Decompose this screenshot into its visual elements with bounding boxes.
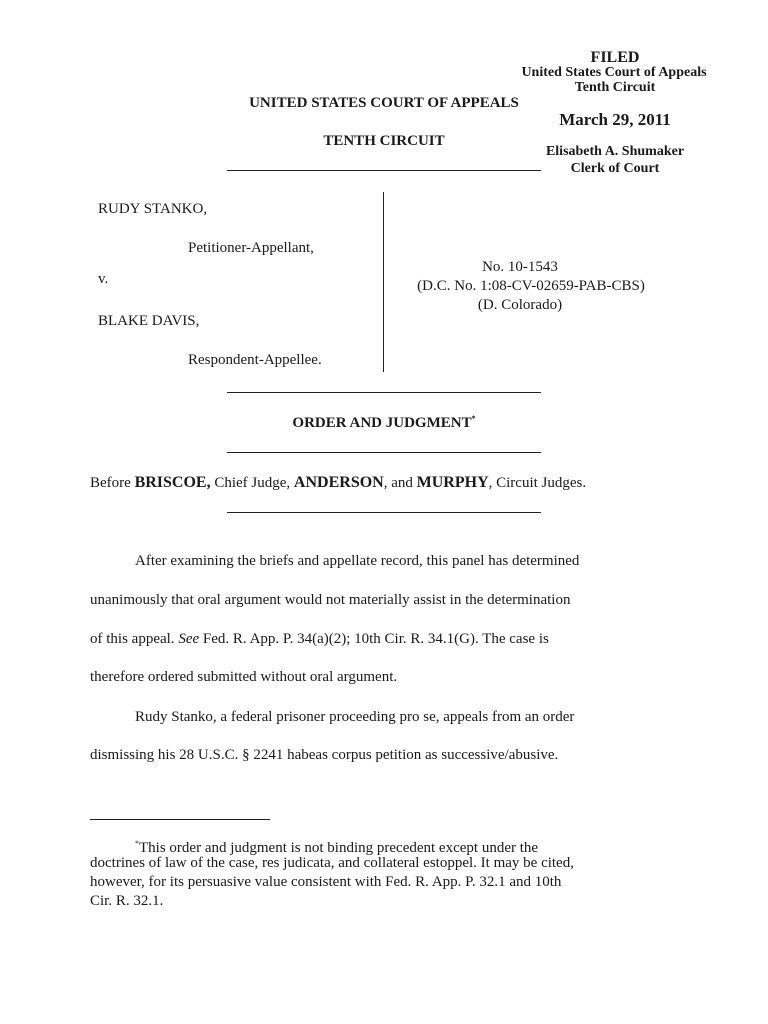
court-heading: UNITED STATES COURT OF APPEALS bbox=[249, 95, 519, 111]
title-footnote-marker: * bbox=[471, 414, 476, 423]
filed-date: March 29, 2011 bbox=[559, 110, 671, 129]
footnote-line: *This order and judgment is not binding precedent except under the bbox=[135, 839, 539, 856]
footnote-line: Cir. R. 32.1. bbox=[90, 893, 164, 909]
footnote-line: however, for its persuasive value consistent with Fed. R. App. P. 32.1 and 10th bbox=[90, 874, 562, 890]
caption-divider bbox=[383, 192, 384, 372]
clerk-name: Elisabeth A. Shumaker bbox=[545, 144, 685, 159]
footnote-rule bbox=[90, 819, 270, 820]
petitioner-name: RUDY STANKO, bbox=[98, 201, 208, 217]
petitioner-role: Petitioner-Appellant, bbox=[188, 240, 314, 256]
body-line: Rudy Stanko, a federal prisoner proceeding pro se, appeals from an order bbox=[135, 709, 575, 725]
filed-court: United States Court of Appeals bbox=[521, 65, 707, 80]
filed-label: FILED bbox=[590, 49, 640, 66]
body-line: dismissing his 28 U.S.C. § 2241 habeas corpus petition as successive/abusive. bbox=[90, 747, 559, 763]
panel-line: Before BRISCOE, Chief Judge, ANDERSON, and MURPHY, Circuit Judges. bbox=[90, 474, 587, 491]
versus: v. bbox=[98, 271, 109, 287]
respondent-name: BLAKE DAVIS, bbox=[98, 313, 200, 329]
document-title: ORDER AND JUDGMENT* bbox=[292, 414, 476, 431]
circuit-heading: TENTH CIRCUIT bbox=[323, 133, 445, 149]
title-bottom-rule bbox=[227, 452, 541, 453]
body-line: of this appeal. See Fed. R. App. P. 34(a)(2); 10th Cir. R. 34.1(G). The case is bbox=[90, 631, 549, 647]
respondent-role: Respondent-Appellee. bbox=[188, 352, 322, 368]
footnote-line: doctrines of law of the case, res judicata, and collateral estoppel. It may be cited, bbox=[90, 855, 574, 871]
footnote-marker: * bbox=[135, 839, 139, 848]
body-line: therefore ordered submitted without oral argument. bbox=[90, 669, 398, 685]
district-name: (D. Colorado) bbox=[477, 297, 563, 313]
clerk-title: Clerk of Court bbox=[570, 161, 660, 176]
case-number: No. 10-1543 bbox=[482, 259, 558, 275]
district-case-number: (D.C. No. 1:08-CV-02659-PAB-CBS) bbox=[417, 278, 645, 294]
panel-rule bbox=[227, 512, 541, 513]
title-top-rule bbox=[227, 392, 541, 393]
header-rule bbox=[227, 170, 541, 171]
body-line: After examining the briefs and appellate record, this panel has determined bbox=[135, 553, 580, 569]
body-line: unanimously that oral argument would not materially assist in the determination bbox=[90, 592, 571, 608]
see-signal: See bbox=[178, 631, 200, 647]
filed-circuit: Tenth Circuit bbox=[574, 80, 656, 95]
